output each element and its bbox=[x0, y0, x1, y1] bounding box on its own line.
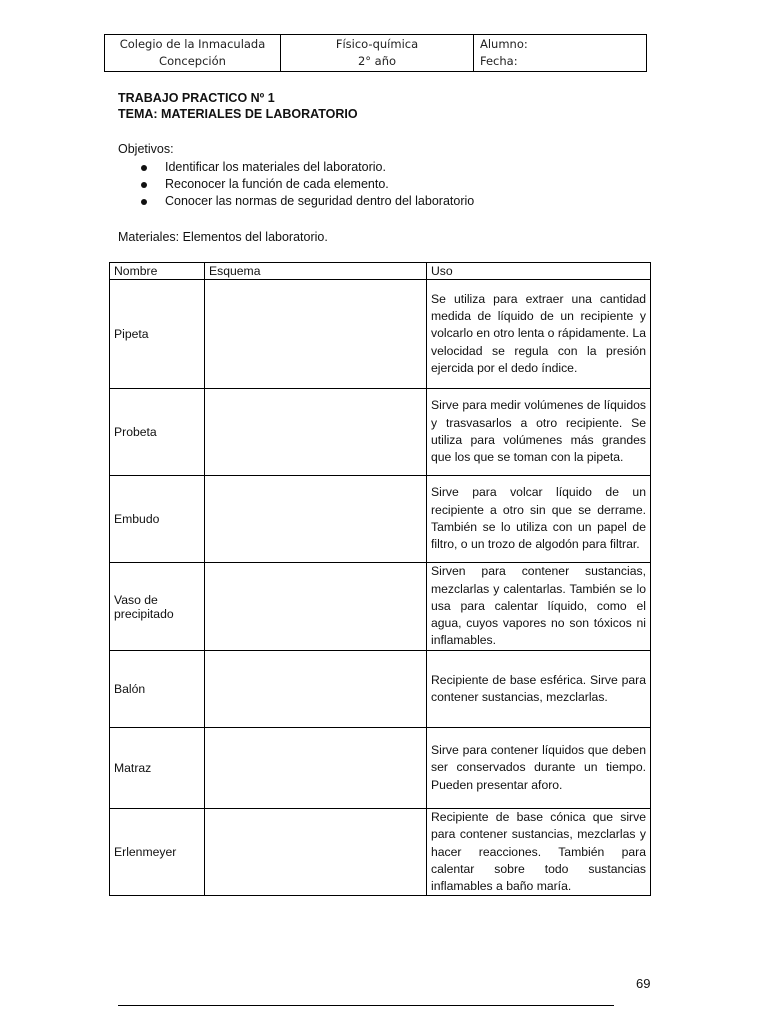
schema-cell bbox=[205, 389, 427, 476]
schema-cell bbox=[205, 809, 427, 896]
list-item bbox=[136, 193, 474, 210]
footer-divider bbox=[118, 1005, 614, 1006]
row-use: Sirve para volcar líquido de un recipiente a otro sin que se derrame. También se lo utiliza con un papel de filtro, o un trozo de algodón para filtrar. bbox=[427, 476, 651, 563]
table-row bbox=[110, 476, 651, 563]
grade-year: 2° año bbox=[357, 54, 397, 68]
bullet-icon bbox=[141, 199, 147, 205]
table-row bbox=[110, 728, 651, 809]
schema-cell bbox=[205, 563, 427, 651]
header-name: Nombre bbox=[110, 263, 205, 280]
row-use: Se utiliza para extraer una cantidad medida de líquido de un recipiente y volcarlo en otro lenta o rápidamente. La velocidad se regula con la presión ejercida por el dedo índice. bbox=[427, 280, 651, 389]
table-row bbox=[110, 651, 651, 728]
row-use: Sirve para contener líquidos que deben ser conservados durante un tiempo. Pueden presentar aforo. bbox=[427, 728, 651, 809]
school-cell bbox=[105, 35, 281, 71]
row-name: Pipeta bbox=[110, 280, 205, 389]
table-row bbox=[110, 563, 651, 651]
row-name: Erlenmeyer bbox=[110, 809, 205, 896]
bullet-icon bbox=[141, 182, 147, 188]
row-name: Probeta bbox=[110, 389, 205, 476]
row-use: Sirven para contener sustancias, mezclarlas y calentarlas. También se lo usa para calentar líquido, como el agua, cuyos vapores no son tóxicos ni inflamables. bbox=[427, 563, 651, 651]
table-row bbox=[110, 389, 651, 476]
date-label: Fecha: bbox=[480, 54, 518, 68]
header-box bbox=[104, 34, 647, 72]
materials-label: Materiales: Elementos del laboratorio. bbox=[118, 230, 328, 244]
schema-cell bbox=[205, 728, 427, 809]
student-cell bbox=[474, 35, 646, 71]
row-name: Matraz bbox=[110, 728, 205, 809]
row-use: Recipiente de base cónica que sirve para contener sustancias, mezclarlas y hacer reacciones. También para calentar sobre todo sustancias inflamables a baño maría. bbox=[427, 809, 651, 896]
subject-name: Físico-química bbox=[335, 37, 419, 51]
row-name: Embudo bbox=[110, 476, 205, 563]
schema-cell bbox=[205, 476, 427, 563]
school-name-line2: Concepción bbox=[159, 54, 226, 68]
materials-table bbox=[109, 262, 651, 896]
objective-text: Reconocer la función de cada elemento. bbox=[165, 177, 389, 191]
header-schema: Esquema bbox=[205, 263, 427, 280]
objective-text: Identificar los materiales del laboratorio. bbox=[165, 160, 386, 174]
assignment-title: TRABAJO PRACTICO Nº 1 bbox=[118, 91, 275, 105]
list-item bbox=[136, 176, 474, 193]
document-title bbox=[118, 90, 358, 122]
objectives-heading: Objetivos: bbox=[118, 142, 174, 156]
objectives-list bbox=[136, 159, 474, 210]
subject-cell bbox=[281, 35, 474, 71]
page-number: 69 bbox=[636, 976, 651, 991]
table-header-row bbox=[110, 263, 651, 280]
schema-cell bbox=[205, 651, 427, 728]
table-row bbox=[110, 809, 651, 896]
bullet-icon bbox=[141, 165, 147, 171]
objective-text: Conocer las normas de seguridad dentro del laboratorio bbox=[165, 194, 475, 208]
schema-cell bbox=[205, 280, 427, 389]
topic-title: TEMA: MATERIALES DE LABORATORIO bbox=[118, 107, 358, 121]
list-item bbox=[136, 159, 474, 176]
table-row bbox=[110, 280, 651, 389]
student-label: Alumno: bbox=[480, 37, 528, 51]
header-use: Uso bbox=[427, 263, 651, 280]
row-use: Recipiente de base esférica. Sirve para contener sustancias, mezclarlas. bbox=[427, 651, 651, 728]
row-use: Sirve para medir volúmenes de líquidos y trasvasarlos a otro recipiente. Se utiliza para volúmenes más grandes que los que se toman con la pipeta. bbox=[427, 389, 651, 476]
school-name-line1: Colegio de la Inmaculada bbox=[119, 37, 266, 51]
row-name: Vaso de precipitado bbox=[110, 563, 205, 651]
row-name: Balón bbox=[110, 651, 205, 728]
